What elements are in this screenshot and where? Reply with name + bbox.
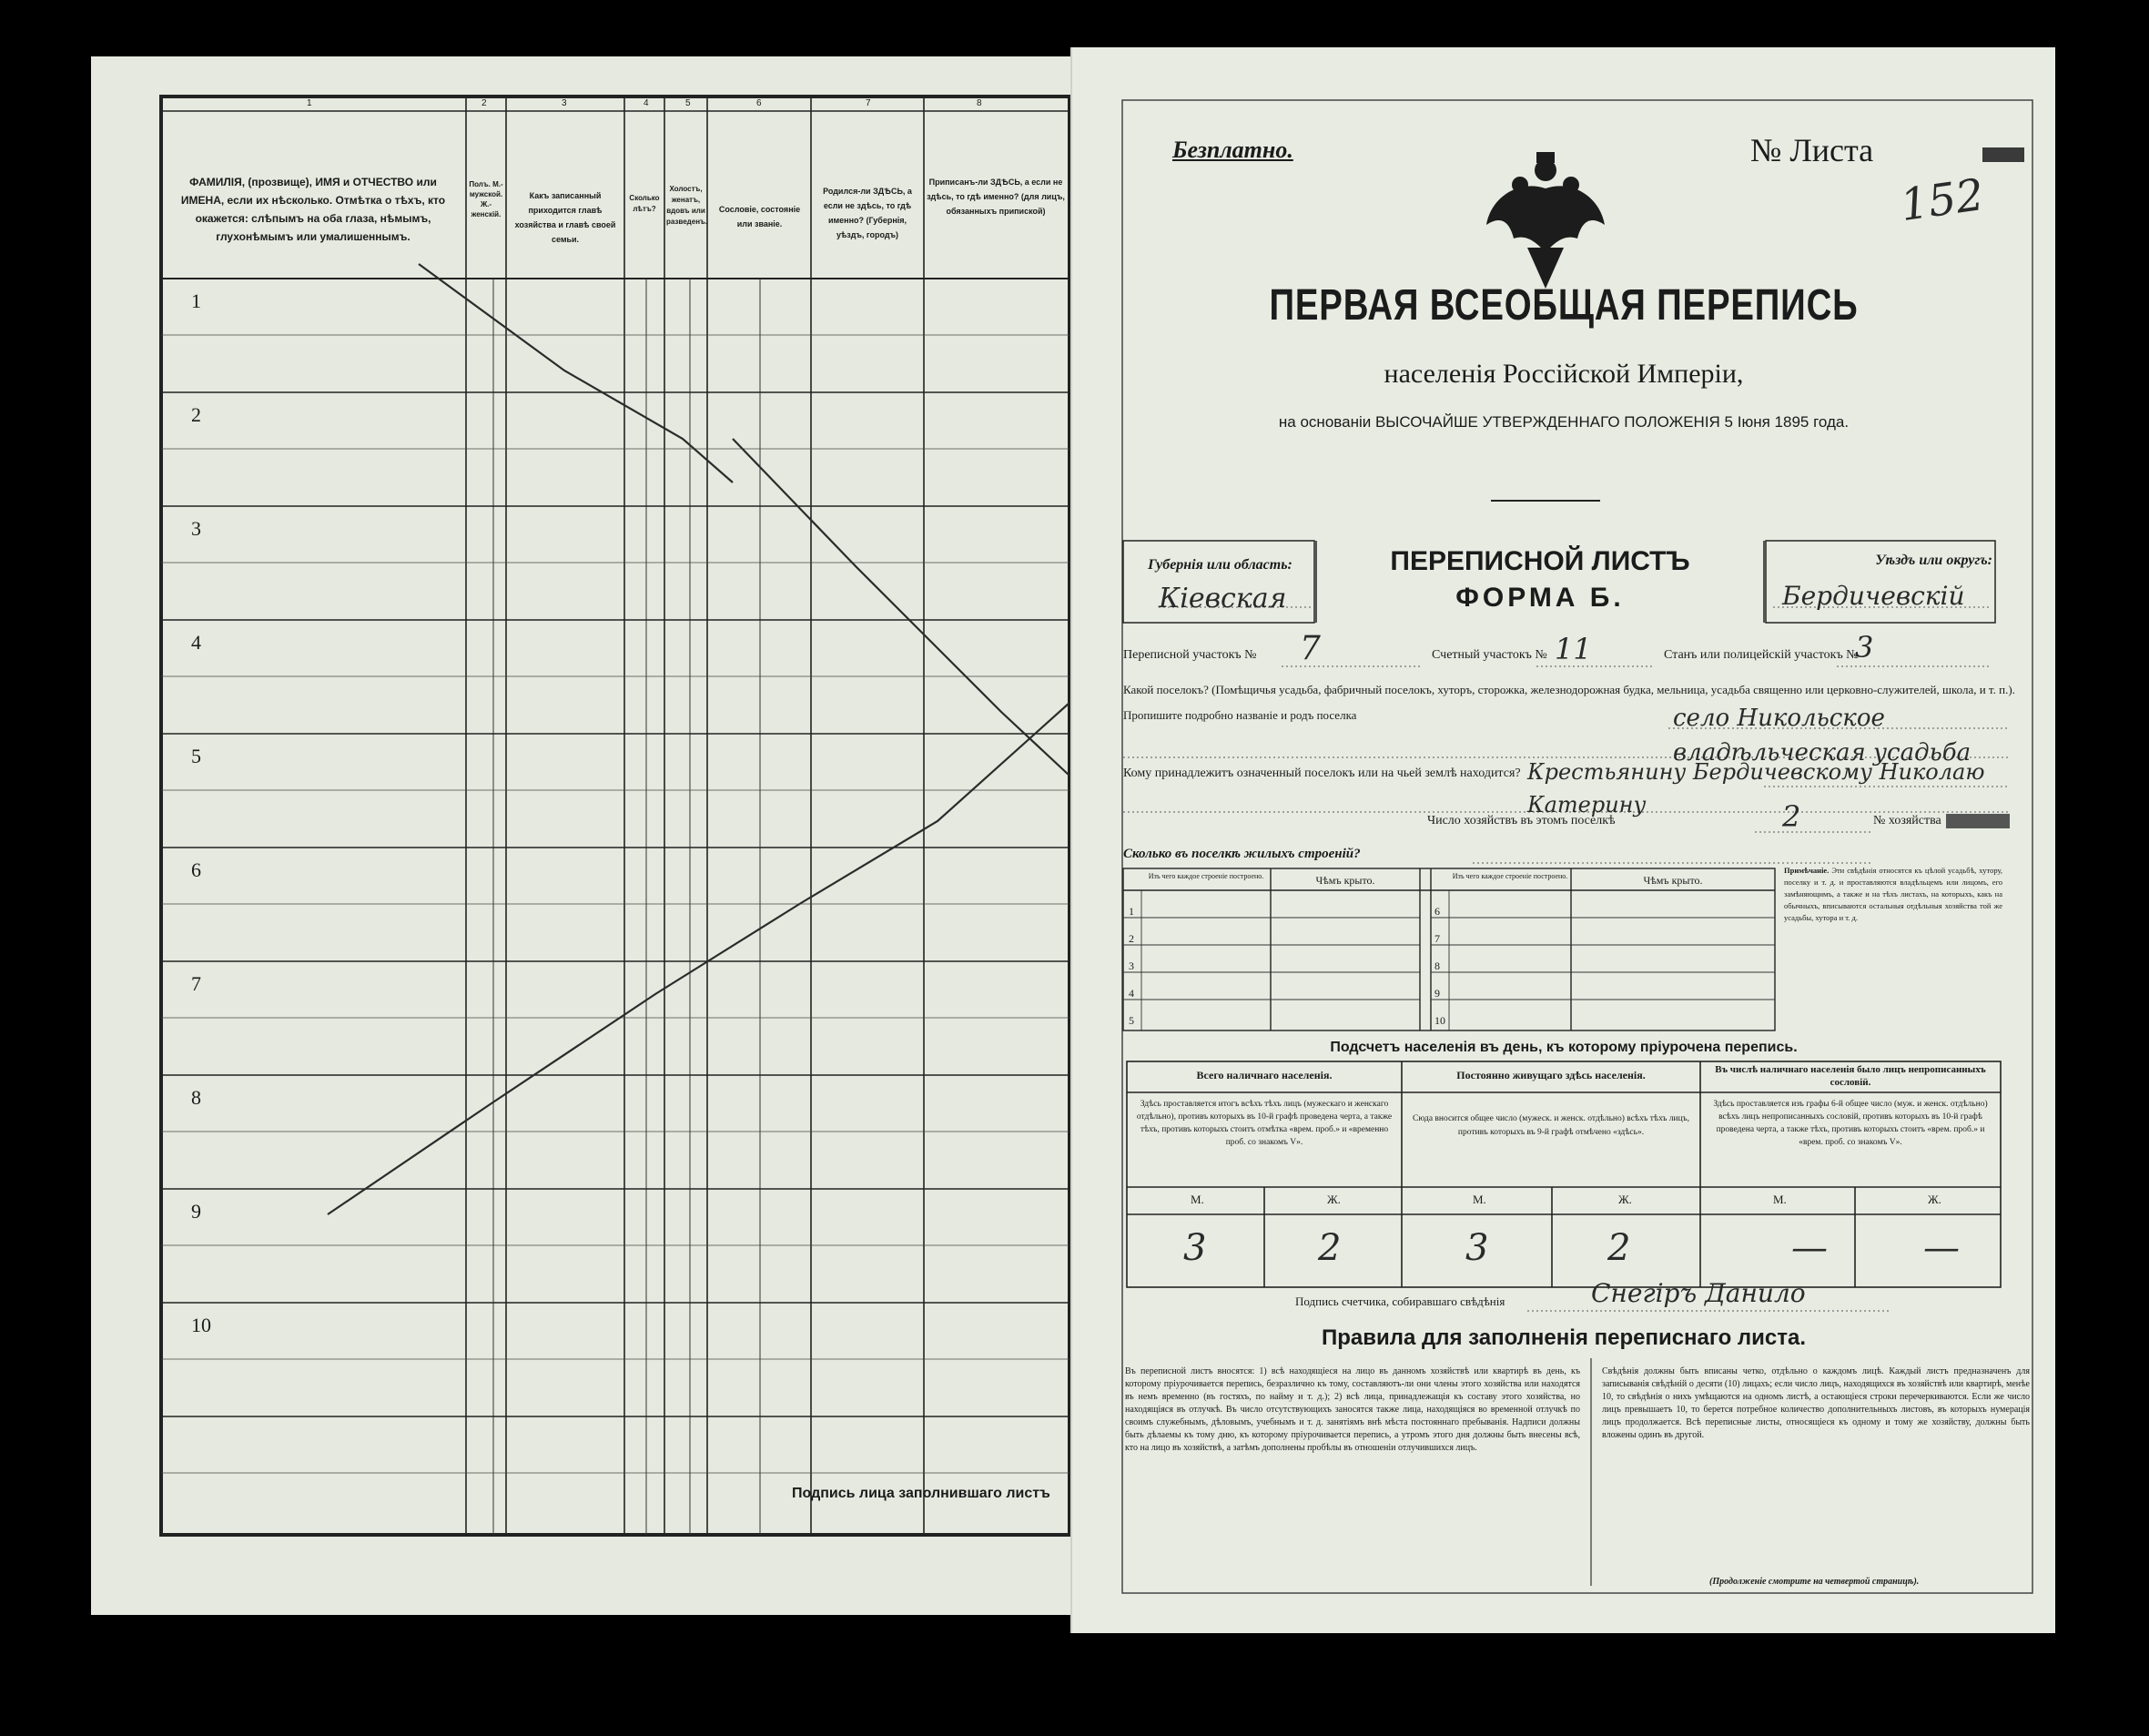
buildings-rows-right <box>1434 898 1445 1034</box>
count-value: 2 <box>1607 1227 1631 1269</box>
column-number: 1 <box>307 98 312 108</box>
form-letter: ФОРМА Б. <box>1455 583 1625 613</box>
continuation-note: (Продолженіе смотрите на четвертой страницѣ). <box>1709 1577 1920 1587</box>
count-heading: Подсчетъ населенія въ день, къ которому пріурочена перепись. <box>1330 1040 1798 1055</box>
count-area-value: 11 <box>1555 632 1592 666</box>
province-label: Губернія или область: <box>1148 557 1292 573</box>
free-label: Безплатно. <box>1172 137 1293 163</box>
sex-label: М. <box>1191 1193 1204 1206</box>
sheet-number-handwritten: 152 <box>1897 168 1988 232</box>
column-header-marital: Холостъ, женатъ, вдовъ или разведенъ. <box>666 185 708 226</box>
households-label: Число хозяйствъ въ этомъ поселкѣ <box>1427 814 1616 827</box>
form-title: ПЕРЕПИСНОЙ ЛИСТЪ <box>1390 546 1690 576</box>
building-row-number: 4 <box>1129 987 1134 1000</box>
census-basis: на основаніи ВЫСОЧАЙШЕ УТВЕРЖДЕННАГО ПОЛОЖЕНІЯ 5 Іюня 1895 года. <box>1278 413 1850 431</box>
row-number: 6 <box>191 858 201 881</box>
row-number: 10 <box>191 1314 211 1336</box>
census-title: ПЕРВАЯ ВСЕОБЩАЯ ПЕРЕПИСЬ <box>1269 281 1859 330</box>
owner-label: Кому принадлежитъ означенный поселокъ или на чьей землѣ находится? <box>1123 766 1521 780</box>
left-grid <box>91 56 1072 1615</box>
census-area-label: Переписной участокъ № <box>1123 648 1257 662</box>
note-title: Примѣчаніе. <box>1784 866 1830 875</box>
owner-value: Крестьянину Бердичевскому Николаю Катерину <box>1527 759 1985 817</box>
cancellation-strokes <box>328 264 1069 1214</box>
column-number: 5 <box>685 98 691 108</box>
building-row-number: 2 <box>1129 932 1134 945</box>
households-value: 2 <box>1782 799 1801 834</box>
count-col-unregistered: Въ числѣ наличнаго населенія было лицъ непрописанныхъ сословій. <box>1715 1064 1986 1088</box>
stan-label: Станъ или полицейскій участокъ № <box>1664 648 1859 662</box>
count-value: — <box>1923 1227 1960 1269</box>
left-signature-label: Подпись лица заполнившаго листъ <box>792 1486 1050 1501</box>
census-area-value: 7 <box>1300 630 1321 667</box>
building-row-number: 3 <box>1129 959 1134 972</box>
enumerator-signature: Снегiръ Данило <box>1591 1278 1806 1308</box>
count-col-permanent: Постоянно живущаго здѣсь населенія. <box>1456 1069 1646 1081</box>
district-label: Уѣздъ или округъ: <box>1875 553 1992 568</box>
building-row-number: 5 <box>1129 1014 1134 1027</box>
column-number: 8 <box>977 98 982 108</box>
sheet-number-stamp <box>1982 147 2024 162</box>
row-number: 8 <box>191 1086 201 1109</box>
column-header-age: Сколько лѣтъ? <box>629 194 660 213</box>
settlement-label: Какой поселокъ? (Помѣщичья усадьба, фабричный поселокъ, хуторъ, сторожка, железнодорожная будка, мельница, усадьба священно или церковно-служителей, школа, и т. п.). Пропишите подробно названіе и родъ поселка <box>1123 683 2015 722</box>
column-header-sex: Полъ. М.-мужской. Ж.-женскій. <box>469 180 503 218</box>
building-row-number: 9 <box>1434 987 1440 1000</box>
row-number: 2 <box>191 403 201 426</box>
count-value: 3 <box>1465 1227 1489 1269</box>
sex-label: М. <box>1773 1193 1787 1206</box>
count-value: 2 <box>1318 1227 1342 1269</box>
province-value: Кіевская <box>1159 583 1287 614</box>
row-number: 3 <box>191 517 201 540</box>
right-page <box>1070 47 2055 1633</box>
row-number: 5 <box>191 745 201 767</box>
count-col-total: Всего наличнаго населенія. <box>1196 1069 1333 1081</box>
buildings-col-roof: Чѣмъ крыто. <box>1315 874 1375 887</box>
row-number: 7 <box>191 972 201 995</box>
sex-label: Ж. <box>1327 1193 1341 1206</box>
sex-label: Ж. <box>1928 1193 1941 1206</box>
double-headed-eagle-emblem <box>1486 152 1605 289</box>
rules-right-text: Свѣдѣнія должны быть вписаны четко, отдѣльно о каждомъ лицѣ. Каждый листъ предназначенъ для записыванія свѣдѣній о десяти (10) лицахъ; если число лицъ, находящихся въ хозяйствѣ или квартирѣ, менѣе 10, то свѣдѣнія о нихъ умѣщаются на одномъ листѣ, а остающіеся строки перечеркиваются. Если же число лицъ превышаетъ 10, то берется потребное количество дополнительныхъ листовъ, въ которыхъ нумерація лицъ продолжается. Всѣ переписные листы, относящіеся къ одному и тому же хозяйству, должны быть вложены одинъ въ другой. <box>1602 1366 2030 1440</box>
count-desc-permanent: Сюда вносится общее число (мужеск. и женск. отдѣльно) всѣхъ тѣхъ лицъ, противъ которыхъ въ 9-й графѣ отмѣчено «здѣсь». <box>1413 1114 1689 1137</box>
building-row-number: 1 <box>1129 905 1134 918</box>
sex-label: Ж. <box>1618 1193 1632 1206</box>
count-area-label: Счетный участокъ № <box>1432 648 1547 662</box>
count-value: 3 <box>1183 1227 1207 1269</box>
settlement-value: село Никольское владѣльческая усадьба <box>1673 705 1972 766</box>
building-row-number: 8 <box>1434 959 1440 972</box>
district-value: Бердичевскій <box>1782 581 1965 611</box>
column-header-registration: Приписанъ-ли ЗДѢСЬ, а если не здѣсь, то гдѣ именно? (для лицъ, обязанныхъ припиской) <box>927 178 1065 216</box>
rules-left-text: Въ переписной листъ вносятся: 1) всѣ находящіеся на лицо въ данномъ хозяйствѣ или квартирѣ въ день, къ которому пріурочивается перепись, безразлично къ тому, составляютъ-ли они члены этого хозяйства или находятся въ немъ временно (въ гостяхъ, по найму и т. д.); 2) всѣ лица, принадлежащія къ составу этого хозяйства, но находящіяся въ отлучкѣ. Въ число отсутствующихъ заносятся также лица, находящіяся во временной отлучкѣ по своимъ служебнымъ, дѣловымъ, учебнымъ и т. д. занятіямъ внѣ мѣста постояннаго пребыванія. Надписи должны быть дѣлаемы къ тому дню, къ которому пріурочивается перепись, а утромъ этого дня должны быть внесены всѣ, кто на лицо въ хозяйствѣ, а затѣмъ дополнены пробѣлы въ отношеніи отлучившихся лицъ. <box>1125 1366 1580 1453</box>
buildings-col-material-2: Изъ чего каждое строеніе построено. <box>1452 872 1568 880</box>
building-row-number: 7 <box>1434 932 1440 945</box>
count-value: — <box>1791 1227 1828 1269</box>
sex-label: М. <box>1473 1193 1486 1206</box>
building-row-number: 10 <box>1434 1014 1445 1027</box>
sheet-number-label: № Листа <box>1750 132 1874 168</box>
buildings-note <box>1784 865 2002 924</box>
column-header-name: ФАМИЛІЯ, (прозвище), ИМЯ и ОТЧЕСТВО или ИМЕНА, если их нѣсколько. Отмѣтка о тѣхъ, кто окажется: слѣпымъ на оба глаза, нѣмымъ, глухонѣмымъ или умалишеннымъ. <box>180 176 446 243</box>
column-number: 4 <box>644 98 649 108</box>
buildings-label: Сколько въ поселкѣ жилыхъ строеній? <box>1123 847 1361 861</box>
stan-value: 3 <box>1855 630 1874 665</box>
count-desc-unregistered: Здѣсь проставляется изъ графы 6-й общее число (муж. и женск. отдѣльно) всѣхъ лицъ непрописанныхъ сословій, противъ которыхъ въ 10-й графѣ проведена черта, а также тѣхъ, противъ которыхъ стоитъ «врем. проб.» и «врем. проб. со знакомъ V». <box>1713 1100 1988 1147</box>
column-number-strip <box>161 98 1069 111</box>
buildings-rows-left <box>1129 898 1134 1034</box>
column-number: 2 <box>481 98 487 108</box>
column-number: 3 <box>562 98 567 108</box>
household-number-stamp <box>1946 814 2010 828</box>
enumerator-label: Подпись счетчика, собиравшаго свѣдѣнія <box>1295 1294 1505 1308</box>
column-number: 7 <box>866 98 871 108</box>
left-page <box>91 56 1072 1615</box>
count-desc-total: Здѣсь проставляется итогъ всѣхъ тѣхъ лицъ (мужескаго и женскаго отдѣльно), противъ которыхъ въ 10-й графѣ проведена черта, а также тѣхъ, противъ которыхъ стоитъ отмѣтка «врем. проб.» и «временно проб. со знакомъ V». <box>1136 1100 1393 1147</box>
row-number: 4 <box>191 631 201 654</box>
column-number: 6 <box>756 98 762 108</box>
household-number-label: № хозяйства <box>1873 814 1941 827</box>
row-number: 9 <box>191 1200 201 1223</box>
building-row-number: 6 <box>1434 905 1440 918</box>
note-text: Эти свѣдѣнія относятся къ цѣлой усадьбѣ, хутору, поселку и т. д. и проставляются владѣльцемъ или лицомъ, его замѣняющимъ, а также и на тѣхъ листахъ, на которыхъ, какъ на обычныхъ, вписываются остальныя отдѣльныя хозяйства той же усадьбы, хутора и т. д. <box>1784 866 2002 922</box>
column-header-birthplace: Родился-ли ЗДѢСЬ, а если не здѣсь, то гдѣ именно? (Губернія, уѣздъ, городъ) <box>823 187 912 239</box>
buildings-col-roof-2: Чѣмъ крыто. <box>1643 874 1703 887</box>
column-header-estate: Сословіе, состояніе или званіе. <box>718 205 801 228</box>
census-subtitle: населенія Россійской Имперіи, <box>1384 359 1744 389</box>
rules-title: Правила для заполненія переписнаго листа. <box>1321 1325 1807 1350</box>
column-header-relation: Какъ записанный приходится главѣ хозяйства и главѣ своей семьи. <box>514 191 616 244</box>
buildings-col-material: Изъ чего каждое строеніе построено. <box>1148 872 1264 880</box>
row-number: 1 <box>191 289 201 312</box>
